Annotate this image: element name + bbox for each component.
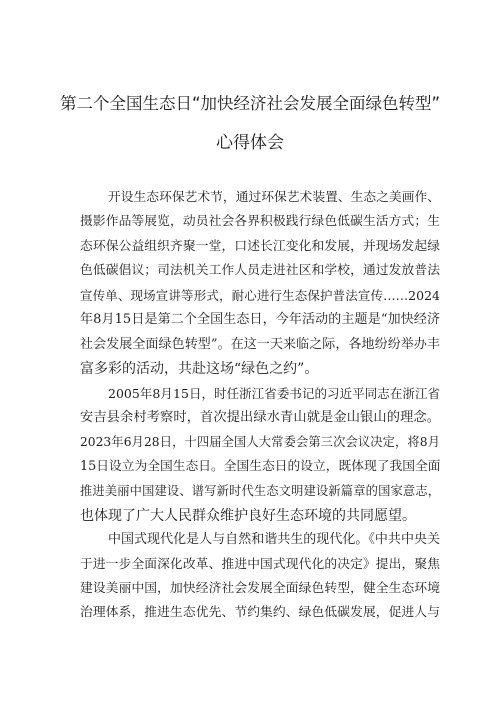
text-line: 安吉县余村考察时，首次提出绿水青山就是金山银山的理念。	[80, 409, 440, 425]
text-line: 2005年8月15日，时任浙江省委书记的习近平同志在浙江省	[108, 385, 440, 401]
text-line: 于进一步全面深化改革、推进中国式现代化的决定》提出，聚焦	[80, 556, 440, 572]
text-line: 社会发展全面绿色转型”。在这一天来临之际，各地纷纷举办丰	[80, 336, 440, 352]
text-line: 开设生态环保艺术节，通过环保艺术装置、生态之美画作、	[108, 190, 440, 205]
text-line: 也体现了广大人民群众维护良好生态环境的共同愿望。	[80, 507, 416, 524]
text-line: 年8月15日是第二个全国生态日，今年活动的主题是“加快经济	[80, 312, 440, 328]
title-line-main: 第二个全国生态日“加快经济社会发展全面绿色转型”	[60, 94, 441, 113]
document-title	[60, 92, 440, 155]
text-line: 推进美丽中国建设、谱写新时代生态文明建设新篇章的国家意志，	[80, 484, 440, 499]
text-line: 2023年6月28日，十四届全国人大常委会第三次会议决定，将8月	[80, 435, 440, 450]
paragraph-1	[80, 186, 440, 382]
paragraph-2	[80, 382, 440, 529]
text-line: 态环保公益组织齐聚一堂，口述长江变化和发展，并现场发起绿	[80, 238, 440, 254]
text-line: 色低碳倡议；司法机关工作人员走进社区和学校，通过发放普法	[80, 263, 440, 279]
text-line: 宣传单、现场宣讲等形式，耐心进行生态保护普法宣传……2024	[80, 287, 440, 303]
text-line: 摄影作品等展览，动员社会各界积极践行绿色低碳生活方式；生	[80, 214, 440, 230]
title-line-sub: 心得体会	[216, 133, 284, 153]
text-line: 治理体系，推进生态优先、节约集约、绿色低碳发展，促进人与	[80, 605, 440, 621]
text-line: 中国式现代化是人与自然和谐共生的现代化。《中共中央关	[108, 532, 440, 548]
text-line: 富多彩的活动，共赴这场“绿色之约”。	[80, 361, 319, 378]
document-body	[80, 186, 440, 626]
paragraph-3	[80, 528, 440, 626]
text-line: 建设美丽中国，加快经济社会发展全面绿色转型，健全生态环境	[80, 581, 440, 596]
text-line: 15日设立为全国生态日。全国生态日的设立，既体现了我国全面	[80, 458, 441, 474]
